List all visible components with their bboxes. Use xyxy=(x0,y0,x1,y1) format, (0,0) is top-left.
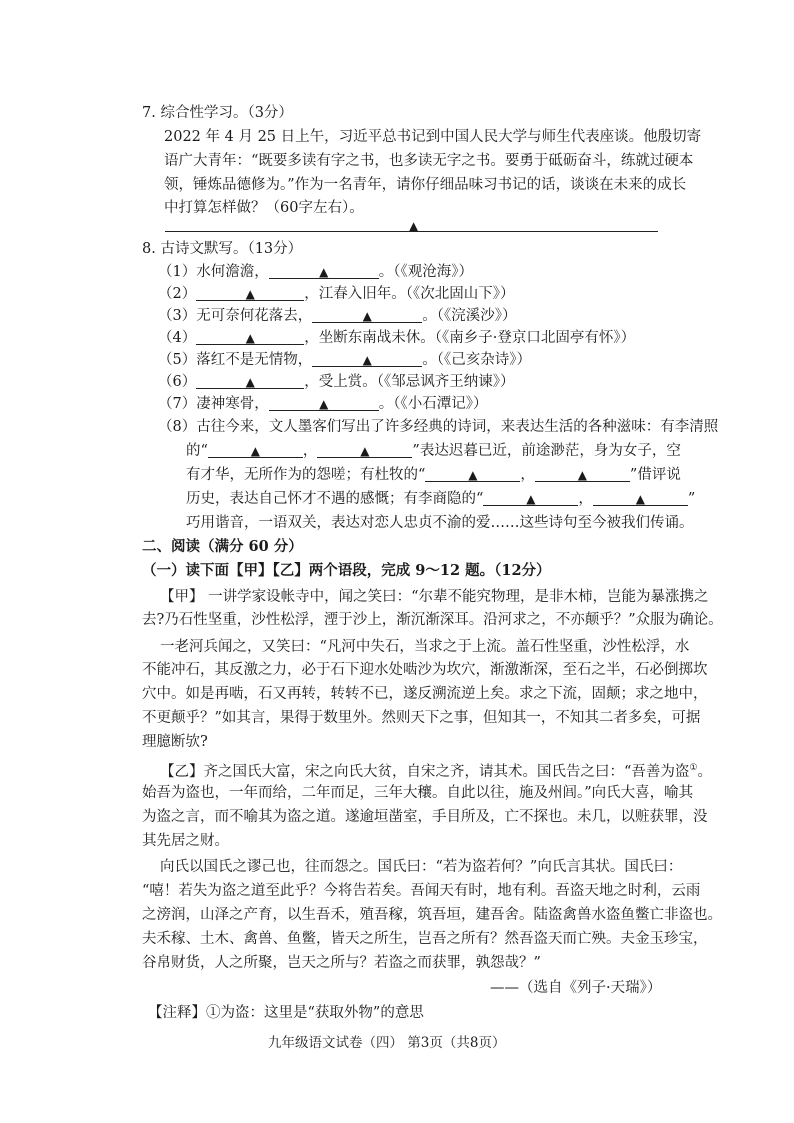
answer-blank[interactable] xyxy=(317,441,412,458)
q8-item-5 xyxy=(158,350,531,370)
answer-blank[interactable] xyxy=(208,441,303,458)
footnote-mark: ① xyxy=(689,763,698,773)
answer-mark: ▲ xyxy=(245,331,255,345)
q8-item-7 xyxy=(158,394,487,414)
item-text: ， xyxy=(302,443,318,459)
q8-item-2 xyxy=(158,284,514,304)
answer-blank[interactable] xyxy=(312,350,422,367)
passage-yi-line: 夫禾稼、土木、禽兽、鱼鳖，皆天之所生，岂吾之所有？然吾盗天而亡殃。夫金玉珍宝， xyxy=(142,931,708,947)
item-text: （5）落红不是无情物， xyxy=(158,352,313,368)
item-text: ，江春入旧年。（《次北固山下》） xyxy=(304,286,515,302)
passage-yi-line: 向氏以国氏之谬己也，往而怨之。国氏曰：“若为盗若何？”向氏言其状。国氏曰： xyxy=(160,859,683,875)
passage-jia-line: 【甲】 一讲学家设帐寺中，闻之笑曰：“尔辈不能究物理，是非木柿，岂能为暴涨携之 xyxy=(160,589,709,605)
answer-mark: ▲ xyxy=(577,468,588,482)
answer-mark: ▲ xyxy=(245,287,255,301)
answer-mark: ▲ xyxy=(319,265,329,279)
answer-mark: ▲ xyxy=(526,492,536,506)
answer-line[interactable] xyxy=(165,231,658,232)
q8-item-6 xyxy=(158,372,514,392)
q8-item-1 xyxy=(158,262,473,282)
source-citation: ——（选自《列子·天瑞》） xyxy=(490,980,662,996)
item-text: （7）凄神寒骨， xyxy=(158,396,269,412)
item-text: ， xyxy=(578,491,593,507)
item-text: ”表达迟暮已近，前途渺茫，身为女子，空 xyxy=(412,443,681,459)
passage-yi-line: 始吾为盗也，一年而给，二年而足，三年大穰。自此以往，施及州闾。”向氏大喜，喻其 xyxy=(142,785,694,801)
answer-mark: ▲ xyxy=(635,492,646,506)
answer-blank[interactable] xyxy=(196,372,304,389)
item-text: ”借评说 xyxy=(629,467,681,483)
item-text: 。（《观沧海》） xyxy=(378,264,473,280)
item-text: 的“ xyxy=(186,443,208,459)
answer-mark: ▲ xyxy=(245,375,255,389)
answer-blank[interactable] xyxy=(196,328,304,345)
item-text: （6） xyxy=(158,374,197,390)
answer-blank[interactable] xyxy=(535,465,630,482)
answer-blank[interactable] xyxy=(269,262,379,279)
passage-yi-line: 为盗之言，而不喻其为盗之道。遂逾垣凿室，手目所及，亡不探也。未几，以赃获罪，没 xyxy=(142,809,708,825)
answer-blank[interactable] xyxy=(269,394,379,411)
answer-blank[interactable] xyxy=(312,306,422,323)
item-text: 历史，表达自己怀才不遇的感慨；有李商隐的“ xyxy=(186,491,484,507)
q8-item-8-line: 巧用谐音，一语双关，表达对恋人忠贞不渝的爱……这些诗句至今被我们传诵。 xyxy=(186,515,694,531)
line-text: 。 xyxy=(697,763,712,780)
part-title: （一）读下面【甲】【乙】两个语段，完成 9～12 题。（12分） xyxy=(142,562,551,579)
passage-jia-line: 一老河兵闻之，又笑曰：“凡河中失石，当求之于上流。盖石性坚重，沙性松浮，水 xyxy=(160,639,690,655)
item-text: ，受上赏。（《邹忌讽齐王纳谏》） xyxy=(304,374,515,390)
answer-mark: ▲ xyxy=(468,468,478,482)
item-text: 。（《小石潭记》） xyxy=(378,396,488,412)
item-text: ” xyxy=(687,491,696,507)
q8-item-3 xyxy=(158,306,516,326)
item-text: 。（《浣溪沙》） xyxy=(422,308,517,324)
answer-blank[interactable] xyxy=(483,489,578,506)
passage-yi-line: 谷帛财货，人之所聚，岂天之所与？若盗之而获罪，孰怨哉？” xyxy=(142,955,541,971)
item-text: ， xyxy=(520,467,535,483)
answer-mark: ▲ xyxy=(319,397,329,411)
answer-mark: ▲ xyxy=(250,444,261,458)
passage-yi-line: 之滂润，山泽之产育，以生吾禾，殖吾稼，筑吾垣，建吾舍。陆盗禽兽水盗鱼鳖亡非盗也。 xyxy=(142,907,722,923)
q7-line: 语广大青年：“既要多读有字之书，也多读无字之书。要勇于砥砺奋斗，练就过硬本 xyxy=(164,153,694,169)
answer-blank[interactable] xyxy=(196,284,304,301)
line-text: 【乙】齐之国氏大富，宋之向氏大贫，自宋之齐，请其术。国氏告之曰：“吾善为盗 xyxy=(160,763,690,780)
passage-jia-line: 不能冲石，其反激之力，必于石下迎水处啮沙为坎穴，渐激渐深，至石之半，石必倒掷坎 xyxy=(142,662,708,678)
section-title: 二、阅读（满分 60 分） xyxy=(142,538,303,555)
q8-item-8-line xyxy=(186,465,681,485)
passage-jia-line: 去?乃石性坚重，沙性松浮，湮于沙上，渐沉渐深耳。沿河求之，不亦颠乎？”众服为确论。 xyxy=(142,612,723,628)
q7-line: 2022 年 4 月 25 日上午，习近平总书记到中国人民大学与师生代表座谈。他殷切寄 xyxy=(164,129,702,145)
answer-mark: ▲ xyxy=(362,309,372,323)
item-text: （2） xyxy=(158,286,197,302)
item-text: （1）水何澹澹， xyxy=(158,264,269,280)
q8-title: 8. 古诗文默写。（13分） xyxy=(142,241,303,257)
q8-item-8-line xyxy=(186,489,695,509)
q7-line: 中打算怎样做？（60字左右）。 xyxy=(164,200,364,216)
item-text: （4） xyxy=(158,330,197,346)
passage-yi-line xyxy=(160,758,712,782)
answer-blank[interactable] xyxy=(593,489,688,506)
passage-jia-line: 穴中。如是再啮，石又再转，转转不已，遂反溯流逆上矣。求之下流，固颠；求之地中， xyxy=(142,686,708,702)
passage-jia-line: 不更颠乎？”如其言，果得于数里外。然则天下之事，但知其一，不知其二者多矣，可据 xyxy=(142,710,701,726)
answer-mark: ▲ xyxy=(409,219,419,233)
item-text: （3）无可奈何花落去， xyxy=(158,308,313,324)
passage-yi-line: 其先居之财。 xyxy=(142,833,229,849)
answer-mark: ▲ xyxy=(362,353,372,367)
passage-yi-line: “嘻！若失为盗之道至此乎？今将告若矣。吾闻天有时，地有利。吾盗天地之时利，云雨 xyxy=(142,883,701,899)
answer-blank[interactable] xyxy=(425,465,520,482)
passage-jia-line: 理臆断欤? xyxy=(142,734,208,750)
footnote: 【注释】①为盗：这里是“获取外物”的意思 xyxy=(148,1005,424,1021)
item-text: 。（《己亥杂诗》） xyxy=(422,352,531,368)
answer-mark: ▲ xyxy=(360,444,370,458)
q7-title: 7. 综合性学习。（3分） xyxy=(142,105,293,121)
q8-item-8-line: （8）古往今来，文人墨客们写出了许多经典的诗词，来表达生活的各种滋味：有李清照 xyxy=(158,419,719,435)
q8-item-4 xyxy=(158,328,635,348)
q8-item-8-line xyxy=(186,441,681,461)
page-footer: 九年级语文试卷（四） 第3页（共8页） xyxy=(268,1035,506,1051)
q7-line: 领，锤炼品德修为。”作为一名青年，请你仔细品味习书记的话，谈谈在未来的成长 xyxy=(164,177,687,193)
item-text: 有才华，无所作为的怨嗟；有杜牧的“ xyxy=(186,467,426,483)
item-text: ，坐断东南战未休。（《南乡子·登京口北固亭有怀》） xyxy=(304,330,636,346)
